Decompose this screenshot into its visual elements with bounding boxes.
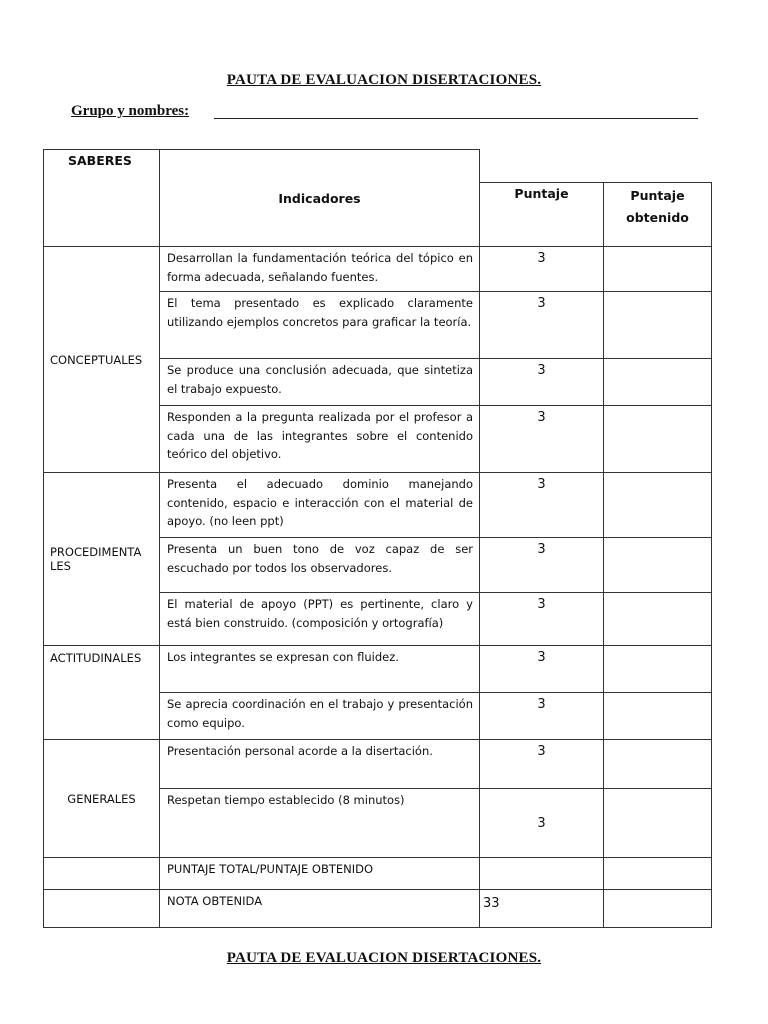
header-indicadores: Indicadores xyxy=(160,150,480,247)
indicator-cell: Los integrantes se expresan con fluidez. xyxy=(160,646,480,693)
total-label: PUNTAJE TOTAL/PUNTAJE OBTENIDO xyxy=(160,858,480,890)
empty-category-cell xyxy=(44,858,160,890)
obtained-cell[interactable] xyxy=(604,646,712,693)
document-title: PAUTA DE EVALUACION DISERTACIONES. xyxy=(226,72,542,88)
category-procedimentales-part2: LES xyxy=(50,559,71,573)
obtained-cell[interactable] xyxy=(604,693,712,740)
score-cell: 3 xyxy=(480,538,604,593)
obtained-cell[interactable] xyxy=(604,406,712,473)
obtained-cell[interactable] xyxy=(604,359,712,406)
nota-obtained-cell[interactable] xyxy=(604,890,712,928)
indicator-cell: Respetan tiempo establecido (8 minutos) xyxy=(160,789,480,858)
total-obtained-cell[interactable] xyxy=(604,858,712,890)
indicator-cell: Desarrollan la fundamentación teórica del tópico en forma adecuada, señalando fuentes. xyxy=(160,247,480,292)
indicator-cell: El tema presentado es explicado claramente utilizando ejemplos concretos para graficar la teoría. xyxy=(160,292,480,359)
score-cell: 3 xyxy=(480,646,604,693)
evaluation-table xyxy=(43,149,712,928)
indicator-cell: Se aprecia coordinación en el trabajo y presentación como equipo. xyxy=(160,693,480,740)
obtained-cell[interactable] xyxy=(604,789,712,858)
indicator-cell: Presenta el adecuado dominio manejando contenido, espacio e interacción con el material de apoyo. (no leen ppt) xyxy=(160,473,480,538)
group-names-line xyxy=(214,118,698,119)
score-cell: 3 xyxy=(480,789,604,858)
nota-value: 33 xyxy=(480,890,604,928)
header-saberes: SABERES xyxy=(44,150,160,247)
obtained-cell[interactable] xyxy=(604,473,712,538)
total-score-cell[interactable] xyxy=(480,858,604,890)
category-procedimentales-part1: PROCEDIMENTA xyxy=(50,545,142,559)
category-generales: GENERALES xyxy=(44,740,160,858)
empty-category-cell xyxy=(44,890,160,928)
obtained-cell[interactable] xyxy=(604,538,712,593)
score-cell: 3 xyxy=(480,740,604,789)
group-label: Grupo y nombres: xyxy=(71,103,190,119)
category-procedimentales xyxy=(44,473,160,646)
score-cell: 3 xyxy=(480,359,604,406)
footer-title: PAUTA DE EVALUACION DISERTACIONES. xyxy=(226,950,542,966)
indicator-cell: Se produce una conclusión adecuada, que sintetiza el trabajo expuesto. xyxy=(160,359,480,406)
nota-label: NOTA OBTENIDA xyxy=(160,890,480,928)
header-puntaje-obtenido: Puntaje obtenido xyxy=(604,183,712,247)
indicator-cell: Presentación personal acorde a la disertación. xyxy=(160,740,480,789)
obtained-cell[interactable] xyxy=(604,292,712,359)
indicator-cell: Presenta un buen tono de voz capaz de ser escuchado por todos los observadores. xyxy=(160,538,480,593)
score-cell: 3 xyxy=(480,406,604,473)
obtained-cell[interactable] xyxy=(604,740,712,789)
score-cell: 3 xyxy=(480,473,604,538)
indicator-cell: El material de apoyo (PPT) es pertinente, claro y está bien construido. (composición y ortografía) xyxy=(160,593,480,646)
indicator-cell: Responden a la pregunta realizada por el profesor a cada una de las integrantes sobre el contenido teórico del objetivo. xyxy=(160,406,480,473)
category-actitudinales: ACTITUDINALES xyxy=(44,646,160,740)
score-cell: 3 xyxy=(480,292,604,359)
score-cell: 3 xyxy=(480,593,604,646)
obtained-cell[interactable] xyxy=(604,247,712,292)
category-conceptuales: CONCEPTUALES xyxy=(44,247,160,473)
obtained-cell[interactable] xyxy=(604,593,712,646)
score-cell: 3 xyxy=(480,247,604,292)
header-puntaje: Puntaje xyxy=(480,183,604,247)
score-cell: 3 xyxy=(480,693,604,740)
header-blank xyxy=(480,150,712,183)
